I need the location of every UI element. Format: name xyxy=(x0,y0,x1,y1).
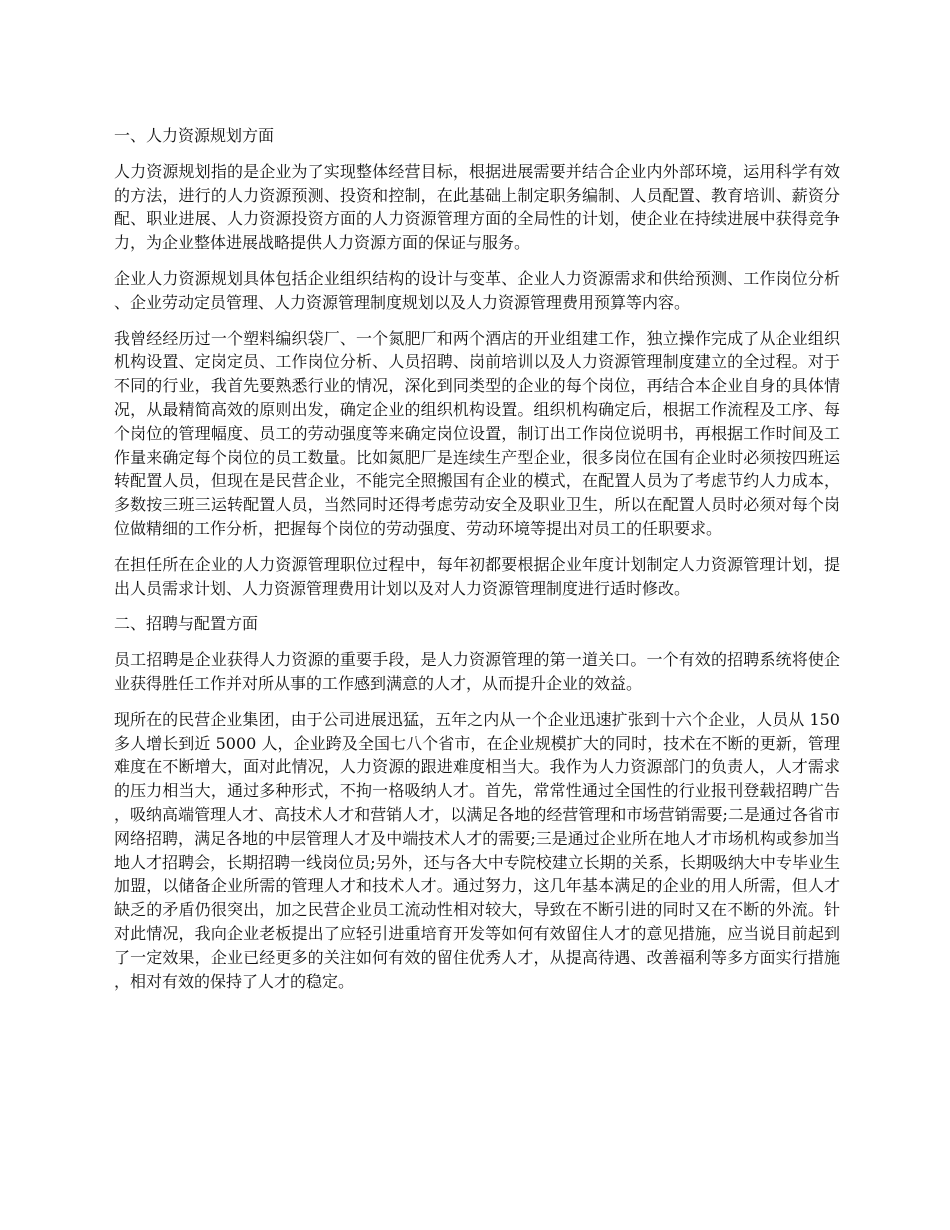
paragraph-recruitment-experience: 现所在的民营企业集团，由于公司进展迅猛，五年之内从一个企业迅速扩张到十六个企业，人员从 150 多人增长到近 5000 人，企业跨及全国七八个省市，在企业规模扩大的同时，技术在不断的更新，管理难度在不断增大，面对此情况，人力资源的跟进难度相当大。我作为人力资源部门的负责人，人才需求的压力相当大，通过多种形式，不拘一格吸纳人才。首先，常常性通过全国性的行业报刊登载招聘广告，吸纳高端管理人才、高技术人才和营销人才，以满足各地的经营管理和市场营销需要;二是通过各省市网络招聘，满足各地的中层管理人才及中端技术人才的需要;三是通过企业所在地人才市场机构或参加当地人才招聘会，长期招聘一线岗位员;另外，还与各大中专院校建立长期的关系，长期吸纳大中专毕业生加盟，以储备企业所需的管理人才和技术人才。通过努力，这几年基本满足的企业的用人所需，但人才缺乏的矛盾仍很突出，加之民营企业员工流动性相对较大，导致在不断引进的同时又在不断的外流。针对此情况，我向企业老板提出了应轻引进重培育开发等如何有效留住人才的意见措施，应当说目前起到了一定效果，企业已经更多的关注如何有效的留住优秀人才，从提高待遇、改善福利等多方面实行措施，相对有效的保持了人才的稳定。 xyxy=(114,709,840,991)
paragraph-hr-planning-annual: 在担任所在企业的人力资源管理职位过程中，每年初都要根据企业年度计划制定人力资源管理计划，提出人员需求计划、人力资源管理费用计划以及对人力资源管理制度进行适时修改。 xyxy=(114,554,840,598)
document-body xyxy=(114,124,840,1005)
paragraph-hr-planning-experience: 我曾经经历过一个塑料编织袋厂、一个氮肥厂和两个酒店的开业组建工作，独立操作完成了从企业组织机构设置、定岗定员、工作岗位分析、人员招聘、岗前培训以及人力资源管理制度建立的全过程。对于不同的行业，我首先要熟悉行业的情况，深化到同类型的企业的每个岗位，再结合本企业自身的具体情况，从最精简高效的原则出发，确定企业的组织机构设置。组织机构确定后，根据工作流程及工序、每个岗位的管理幅度、员工的劳动强度等来确定岗位设置，制订出工作岗位说明书，再根据工作时间及工作量来确定每个岗位的员工数量。比如氮肥厂是连续生产型企业，很多岗位在国有企业时必须按四班运转配置人员，但现在是民营企业，不能完全照搬国有企业的模式，在配置人员为了考虑节约人力成本，多数按三班三运转配置人员，当然同时还得考虑劳动安全及职业卫生，所以在配置人员时必须对每个岗位做精细的工作分析，把握每个岗位的劳动强度、劳动环境等提出对员工的任职要求。 xyxy=(114,328,840,538)
paragraph-hr-planning-definition: 人力资源规划指的是企业为了实现整体经营目标，根据进展需要并结合企业内外部环境，运用科学有效的方法，进行的人力资源预测、投资和控制，在此基础上制定职务编制、人员配置、教育培训、薪资分配、职业进展、人力资源投资方面的人力资源管理方面的全局性的计划，使企业在持续进展中获得竞争力，为企业整体进展战略提供人力资源方面的保证与服务。 xyxy=(114,161,840,253)
paragraph-hr-planning-scope: 企业人力资源规划具体包括企业组织结构的设计与变革、企业人力资源需求和供给预测、工作岗位分析、企业劳动定员管理、人力资源管理制度规划以及人力资源管理费用预算等内容。 xyxy=(114,268,840,312)
section-heading-hr-planning: 一、人力资源规划方面 xyxy=(114,126,275,145)
paragraph-recruitment-intro: 员工招聘是企业获得人力资源的重要手段，是人力资源管理的第一道关口。一个有效的招聘系统将使企业获得胜任工作并对所从事的工作感到满意的人才，从而提升企业的效益。 xyxy=(114,650,840,693)
section-heading-recruitment: 二、招聘与配置方面 xyxy=(114,614,259,634)
